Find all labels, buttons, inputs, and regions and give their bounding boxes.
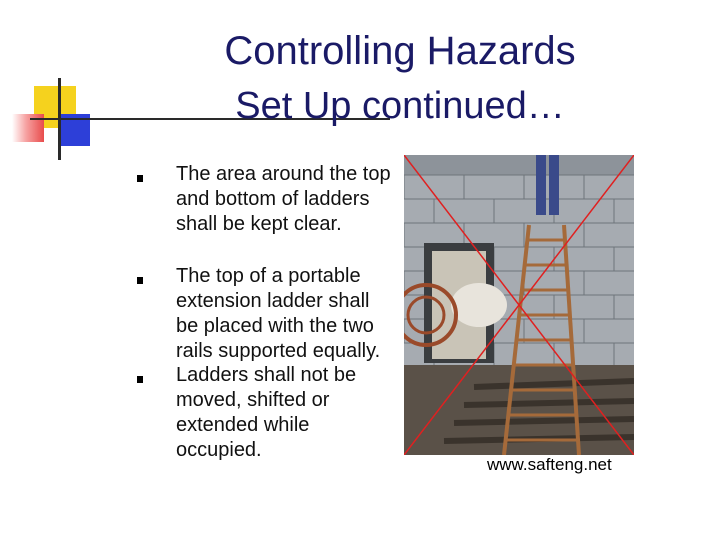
slide-subtitle: Set Up continued… <box>235 85 565 127</box>
ladder-photo <box>404 155 634 455</box>
ladder-photo-drawing <box>404 155 634 455</box>
bullet-marker <box>137 277 143 284</box>
bullet-marker <box>137 376 143 383</box>
bullet-item: Ladders shall not be moved, shifted or extended while occupied. <box>176 364 357 461</box>
bullet-marker <box>137 175 143 182</box>
slide-title: Controlling Hazards <box>224 29 576 73</box>
bullet-item: The top of a portable extension ladder shall be placed with the two rails supported equally. <box>176 265 381 362</box>
photo-caption: www.safteng.net <box>487 455 612 474</box>
bullet-item: The area around the top and bottom of ladders shall be kept clear. <box>176 163 391 235</box>
